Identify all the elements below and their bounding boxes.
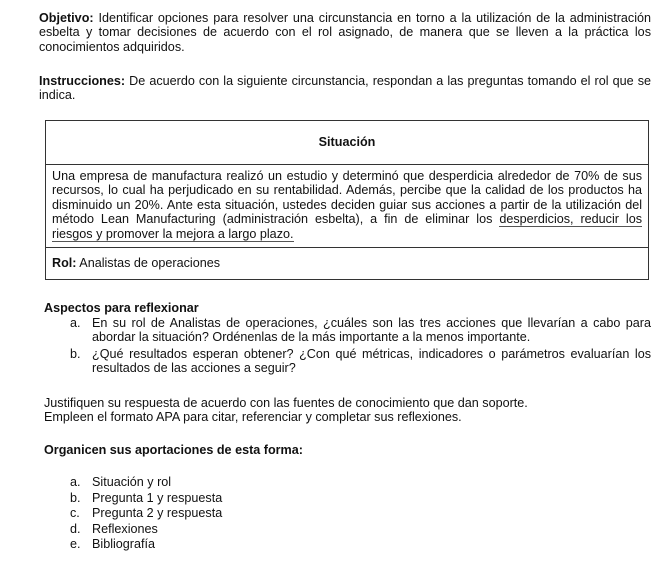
aspects-list [70, 316, 651, 378]
list-item [70, 506, 222, 522]
objective-paragraph [39, 11, 651, 54]
list-item [70, 491, 222, 507]
list-item-text: Bibliografía [92, 537, 156, 551]
objective-text: Identificar opciones para resolver una circunstancia en torno a la utilización de la administración esbelta y tomar decisiones de acuerdo con el rol asignado, de manera que se lleven a la práctica los conocimientos adquiridos. [39, 11, 651, 54]
role-value: Analistas de operaciones [79, 256, 221, 271]
instructions-text: De acuerdo con la siguiente circunstancia, respondan a las preguntas tomando el rol que se indica. [39, 74, 651, 103]
list-item-text: Pregunta 1 y respuesta [92, 490, 223, 505]
role-row [46, 248, 648, 279]
list-item [70, 537, 222, 553]
situation-body [46, 165, 648, 248]
list-marker: a. [70, 475, 81, 489]
list-item-text: Pregunta 2 y respuesta [92, 506, 223, 520]
justify-line-1: Justifiquen su respuesta de acuerdo con las fuentes de conocimiento que dan soporte. [44, 396, 528, 410]
situation-table [45, 120, 649, 280]
list-item [70, 475, 222, 491]
list-marker: a. [70, 316, 81, 330]
aspects-title: Aspectos para reflexionar [44, 301, 199, 315]
list-marker: b. [70, 346, 81, 361]
instructions-label: Instrucciones: [39, 74, 126, 88]
list-item [70, 522, 222, 538]
justify-paragraph [44, 396, 651, 425]
objective-label: Objetivo: [39, 11, 94, 25]
list-item-text: Situación y rol [92, 475, 172, 489]
question-b-text: ¿Qué resultados esperan obtener? ¿Con qué métricas, indicadores o parámetros evaluarían los resultados de las acciones a seguir? [92, 346, 651, 376]
situation-header: Situación [46, 121, 648, 165]
situation-text: Una empresa de manufactura realizó un estudio y determinó que desperdicia alrededor de 70% de sus recursos, lo cual ha perjudicado en su rentabilidad. Además, percibe que la calidad de los productos ha disminuido un 20%. Ante esta situación, ustedes deciden guiar sus acciones a partir de la utilización del método Lean Manufacturing (administración esbelta), a fin de eliminar los [52, 169, 642, 227]
justify-line-2: Empleen el formato APA para citar, referenciar y completar sus reflexiones. [44, 410, 462, 425]
question-a-text: En su rol de Analistas de operaciones, ¿cuáles son las tres acciones que llevarían a cabo para abordar la situación? Ordénenlas de la más importante a la menos importante. [92, 316, 651, 345]
list-marker: d. [70, 521, 81, 536]
list-item [70, 316, 651, 345]
situation-text-underlined: desperdicios, reducir los riesgos y promover la mejora a largo plazo. [52, 212, 643, 241]
list-marker: c. [70, 506, 80, 520]
instructions-paragraph [39, 74, 651, 103]
organize-title: Organicen sus aportaciones de esta forma: [44, 443, 303, 457]
organize-list [70, 475, 222, 553]
list-marker: b. [70, 490, 81, 505]
list-marker: e. [70, 537, 81, 551]
list-item-text: Reflexiones [92, 521, 158, 536]
role-label: Rol: [52, 256, 77, 271]
list-item [70, 347, 651, 376]
